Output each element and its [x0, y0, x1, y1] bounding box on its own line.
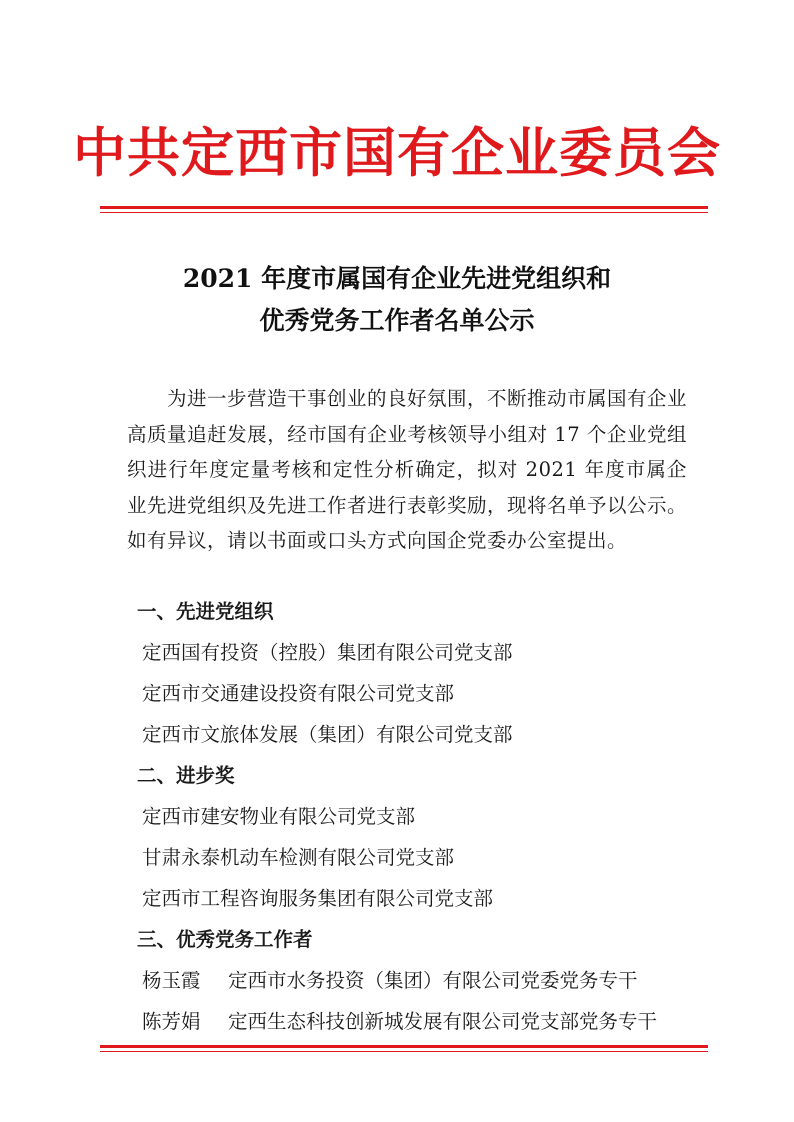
document-title-line-1: 2021 年度市属国有企业先进党组织和 — [182, 264, 612, 293]
announcement-list — [127, 591, 707, 1042]
list-item: 定西市交通建设投资有限公司党支部 — [142, 682, 455, 705]
worker-position: 定西市水务投资（集团）有限公司党委党务专干 — [228, 969, 638, 992]
organization-header: 中共定西市国有企业委员会 — [73, 122, 721, 184]
intro-paragraph: 为进一步营造干事创业的良好氛围，不断推动市属国有企业高质量追赶发展，经市国有企业考核领导小组对 17 个企业党组织进行年度定量考核和定性分析确定，拟对 2021 年度市属企业先进党组织及先进工作者进行表彰奖励，现将名单予以公示。如有异议，请以书面或口头方式向国企党委办公室提出。 — [127, 387, 688, 552]
header-red-rule — [100, 206, 708, 213]
worker-row — [127, 960, 707, 1001]
intro-paragraph-block — [127, 381, 687, 559]
worker-name: 杨玉霞 — [142, 969, 201, 992]
footer-red-rule — [100, 1045, 708, 1052]
worker-position: 定西生态科技创新城发展有限公司党支部党务专干 — [228, 1010, 658, 1033]
section-heading-progress-award: 二、进步奖 — [137, 764, 235, 787]
document-title — [0, 258, 794, 342]
list-item: 定西市工程咨询服务集团有限公司党支部 — [142, 887, 494, 910]
list-item: 定西市建安物业有限公司党支部 — [142, 805, 416, 828]
section-heading-advanced-orgs: 一、先进党组织 — [137, 600, 274, 623]
worker-row — [127, 1001, 707, 1042]
list-item: 定西国有投资（控股）集团有限公司党支部 — [142, 641, 513, 664]
list-item: 定西市文旅体发展（集团）有限公司党支部 — [142, 723, 513, 746]
worker-name: 陈芳娟 — [142, 1010, 201, 1033]
list-item: 甘肃永泰机动车检测有限公司党支部 — [142, 846, 455, 869]
document-title-line-2: 优秀党务工作者名单公示 — [259, 306, 535, 335]
section-heading-outstanding-workers: 三、优秀党务工作者 — [137, 928, 313, 951]
